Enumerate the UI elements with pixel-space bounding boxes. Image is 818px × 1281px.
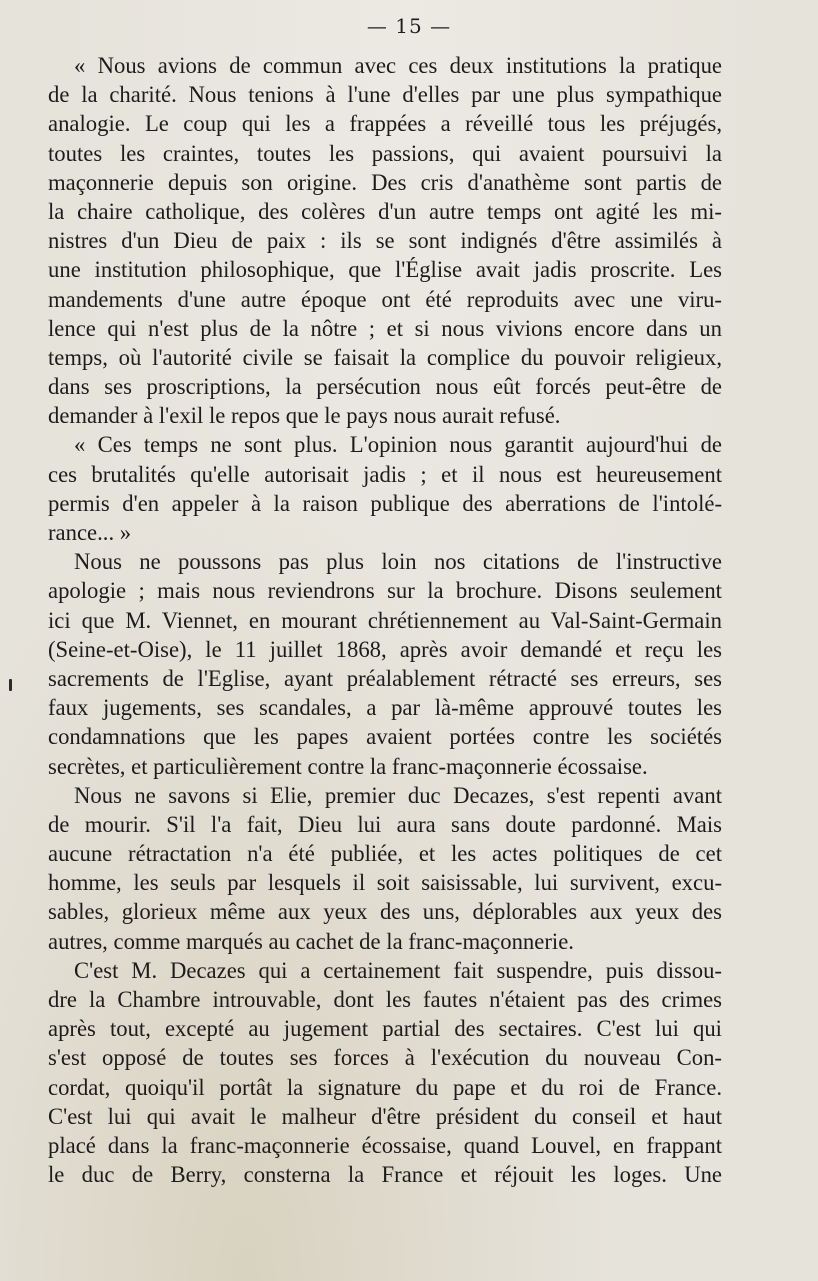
page-number: — 15 — — [366, 14, 452, 38]
text-line: sacrements de l'Eglise, ayant préalablement rétracté ses erreurs, ses — [48, 665, 722, 691]
body-text — [48, 51, 722, 1189]
text-line: homme, les seuls par lesquels il soit saisissable, lui survivent, excu- — [48, 870, 722, 896]
text-line: après tout, excepté au jugement partial des sectaires. C'est lui qui — [48, 1016, 722, 1042]
text-line: Nous ne poussons pas plus loin nos citations de l'instructive — [74, 549, 722, 575]
text-line: toutes les craintes, toutes les passions, qui avaient poursuivi la — [48, 140, 722, 166]
text-line: mandements d'une autre époque ont été reproduits avec une viru- — [48, 286, 722, 312]
text-line: de mourir. S'il l'a fait, Dieu lui aura sans doute pardonné. Mais — [48, 811, 722, 837]
text-line: permis d'en appeler à la raison publique des aberrations de l'intolé- — [48, 490, 722, 516]
text-line: demander à l'exil le repos que le pays nous aurait refusé. — [48, 403, 561, 429]
text-line: dre la Chambre introuvable, dont les fautes n'étaient pas des crimes — [48, 987, 722, 1012]
text-line: C'est M. Decazes qui a certainement fait suspendre, puis dissou- — [74, 957, 722, 983]
text-line: Nous ne savons si Elie, premier duc Decazes, s'est repenti avant — [74, 782, 722, 808]
text-line: (Seine-et-Oise), le 11 juillet 1868, après avoir demandé et reçu les — [48, 636, 722, 662]
text-line: condamnations que les papes avaient portées contre les sociétés — [48, 724, 722, 750]
text-line: « Nous avions de commun avec ces deux institutions la pratique — [74, 53, 722, 78]
text-line: s'est opposé de toutes ses forces à l'exécution du nouveau Con- — [48, 1045, 722, 1071]
text-line: ici que M. Viennet, en mourant chrétiennement au Val-Saint-Germain — [48, 607, 722, 633]
text-line: ces brutalités qu'elle autorisait jadis ; et il nous est heureusement — [48, 461, 722, 487]
text-line: une institution philosophique, que l'Église avait jadis proscrite. Les — [48, 257, 722, 283]
text-line: « Ces temps ne sont plus. L'opinion nous garantit aujourd'hui de — [74, 432, 722, 458]
text-line: nistres d'un Dieu de paix : ils se sont indignés d'être assimilés à — [48, 228, 722, 254]
margin-mark — [9, 679, 12, 691]
text-line: apologie ; mais nous reviendrons sur la brochure. Disons seulement — [48, 578, 722, 604]
text-line: cordat, quoiqu'il portât la signature du pape et du roi de France. — [48, 1074, 722, 1100]
text-line: temps, où l'autorité civile se faisait la complice du pouvoir religieux, — [48, 344, 722, 370]
text-line: placé dans la franc-maçonnerie écossaise, quand Louvel, en frappant — [48, 1132, 722, 1158]
text-line: de la charité. Nous tenions à l'une d'elles par une plus sympathique — [48, 82, 722, 108]
text-line: rance... » — [48, 520, 132, 545]
text-line: aucune rétractation n'a été publiée, et les actes politiques de cet — [48, 841, 722, 867]
text-line: analogie. Le coup qui les a frappées a réveillé tous les préjugés, — [48, 111, 722, 137]
text-line: C'est lui qui avait le malheur d'être président du conseil et haut — [48, 1103, 722, 1129]
text-line: maçonnerie depuis son origine. Des cris d'anathème sont partis de — [48, 169, 722, 195]
text-line: lence qui n'est plus de la nôtre ; et si nous vivions encore dans un — [48, 315, 722, 341]
text-line: le duc de Berry, consterna la France et réjouit les loges. Une — [48, 1162, 722, 1188]
text-line: autres, comme marqués au cachet de la franc-maçonnerie. — [48, 928, 574, 954]
text-line: sables, glorieux même aux yeux des uns, déplorables aux yeux des — [48, 899, 722, 925]
text-line: la chaire catholique, des colères d'un autre temps ont agité les mi- — [48, 198, 722, 224]
text-line: dans ses proscriptions, la persécution nous eût forcés peut-être de — [48, 374, 722, 400]
text-line: faux jugements, ses scandales, a par là-même approuvé toutes les — [48, 695, 722, 721]
text-line: secrètes, et particulièrement contre la franc-maçonnerie écossaise. — [48, 753, 648, 779]
